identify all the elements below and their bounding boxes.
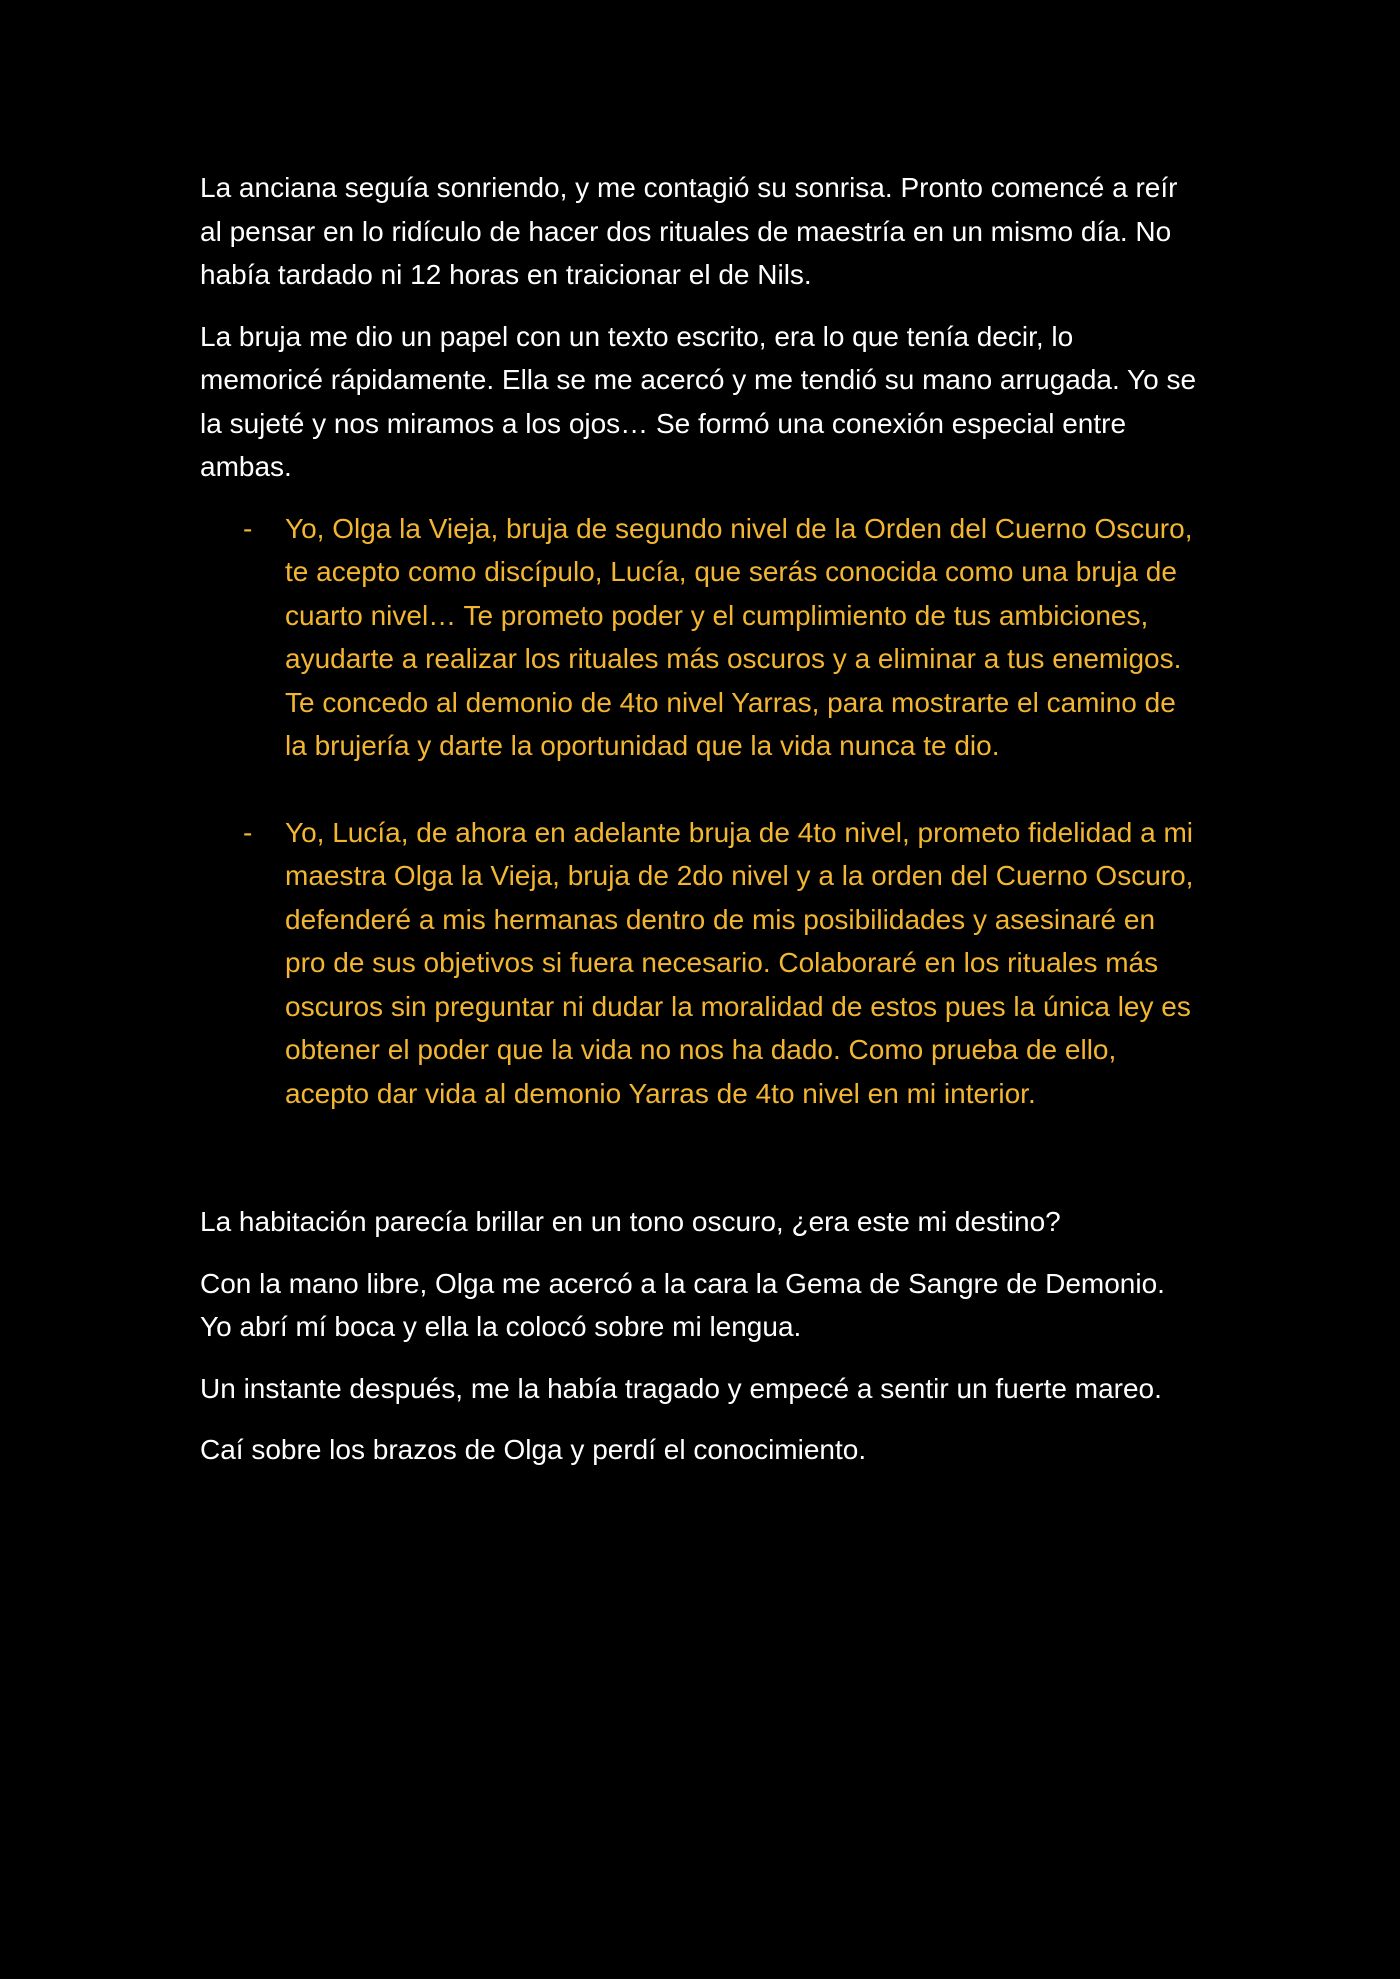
dialog-item-lucia-oath (200, 811, 1200, 1116)
paragraph-old-woman-smiling: La anciana seguía sonriendo, y me contagió su sonrisa. Pronto comencé a reír al pensar en lo ridículo de hacer dos rituales de maestría en un mismo día. No había tardado ni 12 horas en traicionar el de Nils. (200, 172, 1178, 290)
dialog-bullet-dash: - (243, 816, 253, 848)
paragraph-demon-blood-gem: Con la mano libre, Olga me acercó a la cara la Gema de Sangre de Demonio. Yo abrí mí boca y ella la colocó sobre mi lengua. (200, 1267, 1165, 1342)
paragraph-swallowed-dizzy: Un instante después, me la había tragado y empecé a sentir un fuerte mareo. (200, 1372, 1162, 1404)
page-content (200, 166, 1200, 1472)
paragraph-lost-consciousness: Caí sobre los brazos de Olga y perdí el conocimiento. (200, 1434, 867, 1465)
paragraph-room-glowing: La habitación parecía brillar en un tono oscuro, ¿era este mi destino? (200, 1206, 1061, 1237)
dialog-text-lucia-oath: Yo, Lucía, de ahora en adelante bruja de 4to nivel, prometo fidelidad a mi maestra Olga la Vieja, bruja de 2do nivel y a la orden del Cuerno Oscuro, defenderé a mis hermanas dentro de mis posibilidades y asesinaré en pro de sus objetivos si fuera necesario. Colaboraré en los rituales más oscuros sin preguntar ni dudar la moralidad de estos pues la única ley es obtener el poder que la vida no nos ha dado. Como prueba de ello, acepto dar vida al demonio Yarras de 4to nivel en mi interior. (285, 816, 1194, 1109)
paragraph-witch-gives-paper: La bruja me dio un papel con un texto escrito, era lo que tenía decir, lo memoricé rápidamente. Ella se me acercó y me tendió su mano arrugada. Yo se la sujeté y nos miramos a los ojos… Se formó una conexión especial entre ambas. (200, 320, 1197, 482)
dialog-text-olga-oath: Yo, Olga la Vieja, bruja de segundo nivel de la Orden del Cuerno Oscuro, te acepto como discípulo, Lucía, que serás conocida como una bruja de cuarto nivel… Te prometo poder y el cumplimiento de tus ambiciones, ayudarte a realizar los rituales más oscuros y a eliminar a tus enemigos. Te concedo al demonio de 4to nivel Yarras, para mostrarte el camino de la brujería y darte la oportunidad que la vida nunca te dio. (285, 512, 1193, 761)
dialog-item-olga-oath (200, 507, 1200, 768)
dialog-bullet-dash: - (243, 512, 253, 544)
